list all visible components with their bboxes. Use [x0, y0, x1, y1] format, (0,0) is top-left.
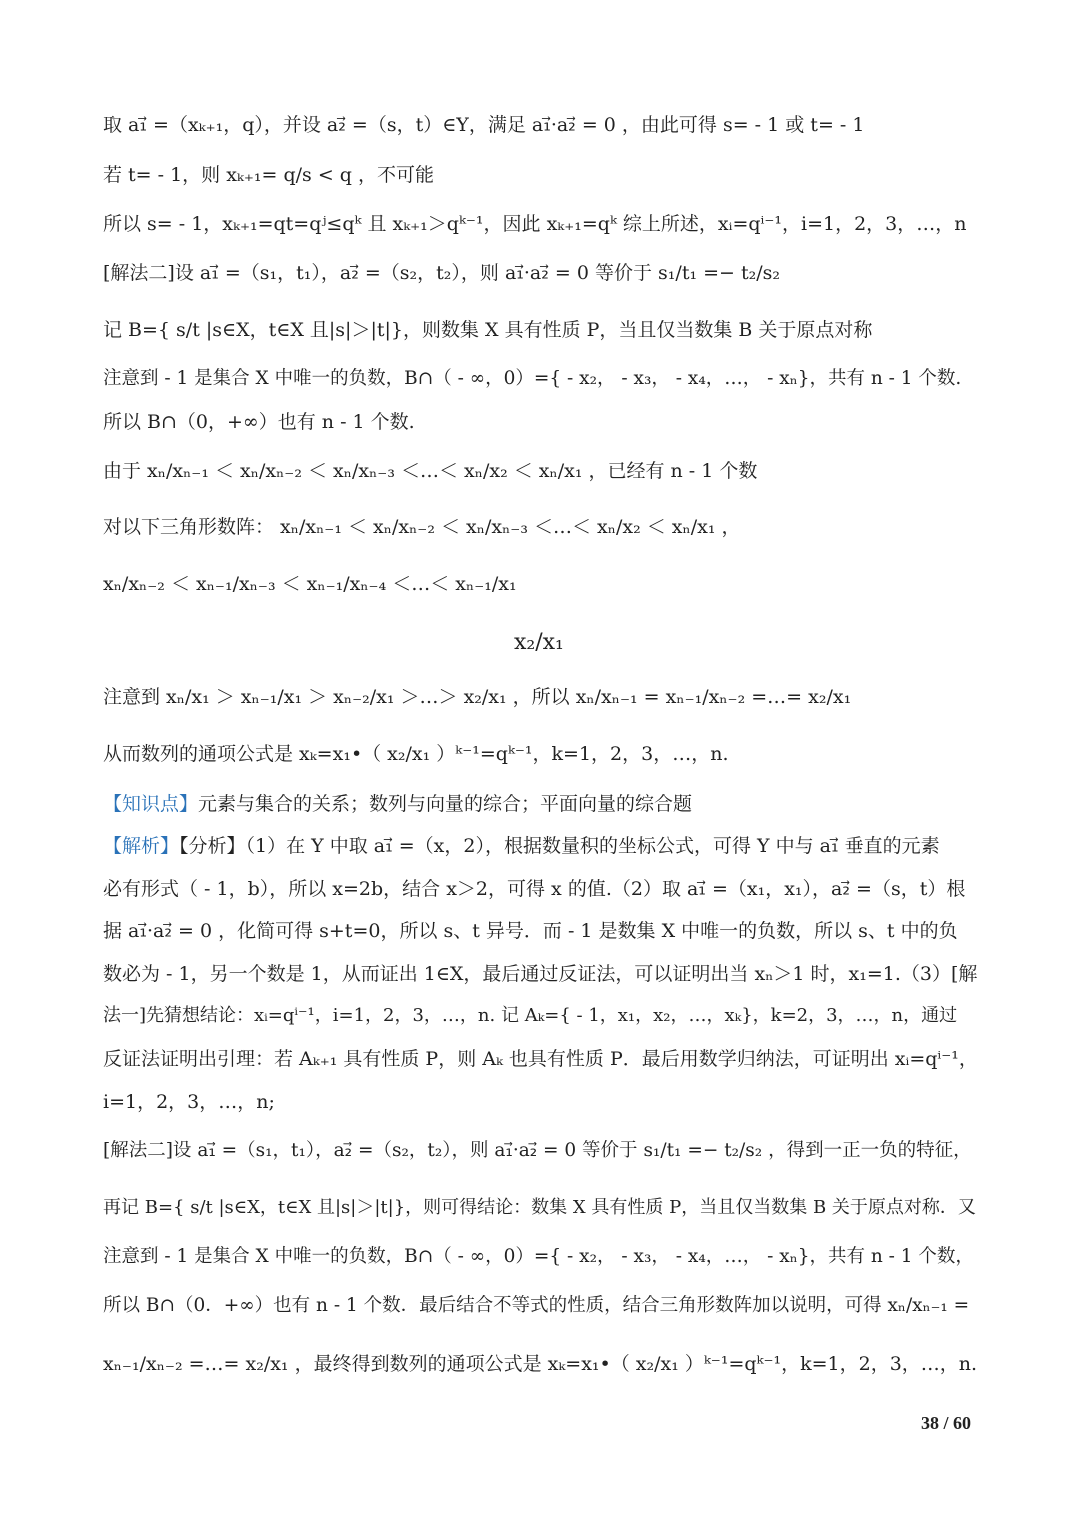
text-line-3: 所以 s= - 1，xₖ₊₁=qt=qʲ≤qᵏ 且 xₖ₊₁＞qᵏ⁻¹，因此 xₖ₊₁=qᵏ 综上所述，xᵢ=qⁱ⁻¹，i=1，2，3，…，n — [103, 213, 967, 235]
text-line-10: xₙ/xₙ₋₂ ＜ xₙ₋₁/xₙ₋₃ ＜ xₙ₋₁/xₙ₋₄ ＜…＜ xₙ₋₁/x₁ — [103, 573, 517, 595]
page-number: 38 / 60 — [921, 1413, 972, 1433]
text-line-25: 所以 B∩（0．+∞）也有 n - 1 个数．最后结合不等式的性质，结合三角形数阵加以说明，可得 xₙ/xₙ₋₁ = — [103, 1295, 970, 1316]
text-line-21: i=1，2，3，…，n; — [103, 1091, 275, 1113]
text-line-19: 法一]先猜想结论：xᵢ=qⁱ⁻¹，i=1，2，3，…，n. 记 Aₖ={ - 1，x₁，x₂，…，xₖ}，k=2，3，…，n，通过 — [103, 1005, 958, 1026]
text-line-6: 注意到 - 1 是集合 X 中唯一的负数，B∩（ - ∞，0）={ - x₂， - x₃， - x₄，…， - xₙ}，共有 n - 1 个数. — [103, 368, 962, 389]
text-line-16: 必有形式（ - 1，b），所以 x=2b，结合 x＞2，可得 x 的值.（2）取 a₁⃗ =（x₁，x₁），a₂⃗ =（s，t）根 — [103, 878, 966, 900]
analysis-line — [103, 837, 940, 856]
text-line-12: 注意到 xₙ/x₁ ＞ xₙ₋₁/x₁ ＞ xₙ₋₂/x₁ ＞…＞ x₂/x₁ ，所以 xₙ/xₙ₋₁ = xₙ₋₁/xₙ₋₂ =…= x₂/x₁ — [103, 686, 852, 708]
text-line-7: 所以 B∩（0，+∞）也有 n - 1 个数. — [103, 411, 415, 433]
text-line-4: [解法二]设 a₁⃗ =（s₁，t₁），a₂⃗ =（s₂，t₂），则 a₁⃗·a₂⃗ = 0 等价于 s₁/t₁ =− t₂/s₂ — [103, 262, 781, 284]
text-line-5: 记 B={ s/t |s∈X，t∈X 且|s|＞|t|}，则数集 X 具有性质 P，当且仅当数集 B 关于原点对称 — [103, 319, 873, 341]
text-line-9: 对以下三角形数阵： xₙ/xₙ₋₁ ＜ xₙ/xₙ₋₂ ＜ xₙ/xₙ₋₃ ＜…＜ xₙ/x₂ ＜ xₙ/x₁ ， — [103, 516, 741, 538]
text-line-26: xₙ₋₁/xₙ₋₂ =…= x₂/x₁ ，最终得到数列的通项公式是 xₖ=x₁•（ x₂/x₁ ）ᵏ⁻¹=qᵏ⁻¹，k=1，2，3，…，n. — [103, 1353, 978, 1375]
text-line-11: x₂/x₁ — [514, 630, 564, 655]
text-line-22: [解法二]设 a₁⃗ =（s₁，t₁），a₂⃗ =（s₂，t₂），则 a₁⃗·a₂⃗ = 0 等价于 s₁/t₁ =− t₂/s₂ ，得到一正一负的特征， — [103, 1140, 972, 1161]
text-line-23: 再记 B={ s/t |s∈X，t∈X 且|s|＞|t|}，则可得结论：数集 X 具有性质 P，当且仅当数集 B 关于原点对称．又 — [103, 1197, 976, 1218]
knowledge-line — [103, 795, 692, 814]
text-line-13: 从而数列的通项公式是 xₖ=x₁•（ x₂/x₁ ）ᵏ⁻¹=qᵏ⁻¹，k=1，2，3，…，n. — [103, 743, 729, 765]
text-line-17: 据 a₁⃗·a₂⃗ = 0 ，化简可得 s+t=0，所以 s、t 异号．而 - 1 是数集 X 中唯一的负数，所以 s、t 中的负 — [103, 920, 958, 942]
text-line-18: 数必为 - 1，另一个数是 1，从而证出 1∈X，最后通过反证法，可以证明出当 xₙ＞1 时，x₁=1.（3）[解 — [103, 963, 978, 985]
knowledge-label: 【知识点】 — [103, 793, 199, 815]
knowledge-text: 元素与集合的关系；数列与向量的综合；平面向量的综合题 — [198, 793, 693, 815]
analysis-text: 【分析】（1）在 Y 中取 a₁⃗ =（x，2），根据数量积的坐标公式，可得 Y 中与 a₁⃗ 垂直的元素 — [179, 835, 940, 857]
text-line-24: 注意到 - 1 是集合 X 中唯一的负数，B∩（ - ∞，0）={ - x₂， - x₃， - x₄，…， - xₙ}，共有 n - 1 个数， — [103, 1246, 974, 1267]
text-line-2: 若 t= - 1，则 xₖ₊₁= q/s < q ，不可能 — [103, 164, 434, 186]
text-line-8: 由于 xₙ/xₙ₋₁ ＜ xₙ/xₙ₋₂ ＜ xₙ/xₙ₋₃ ＜…＜ xₙ/x₂ ＜ xₙ/x₁ ，已经有 n - 1 个数 — [103, 460, 758, 482]
text-line-1: 取 a₁⃗ =（xₖ₊₁，q），并设 a₂⃗ =（s，t）∈Y，满足 a₁⃗·a₂⃗ = 0 ，由此可得 s= - 1 或 t= - 1 — [103, 114, 865, 136]
analysis-label: 【解析】 — [103, 835, 180, 857]
text-line-20: 反证法证明出引理：若 Aₖ₊₁ 具有性质 P，则 Aₖ 也具有性质 P．最后用数学归纳法，可证明出 xᵢ=qⁱ⁻¹， — [103, 1048, 978, 1070]
